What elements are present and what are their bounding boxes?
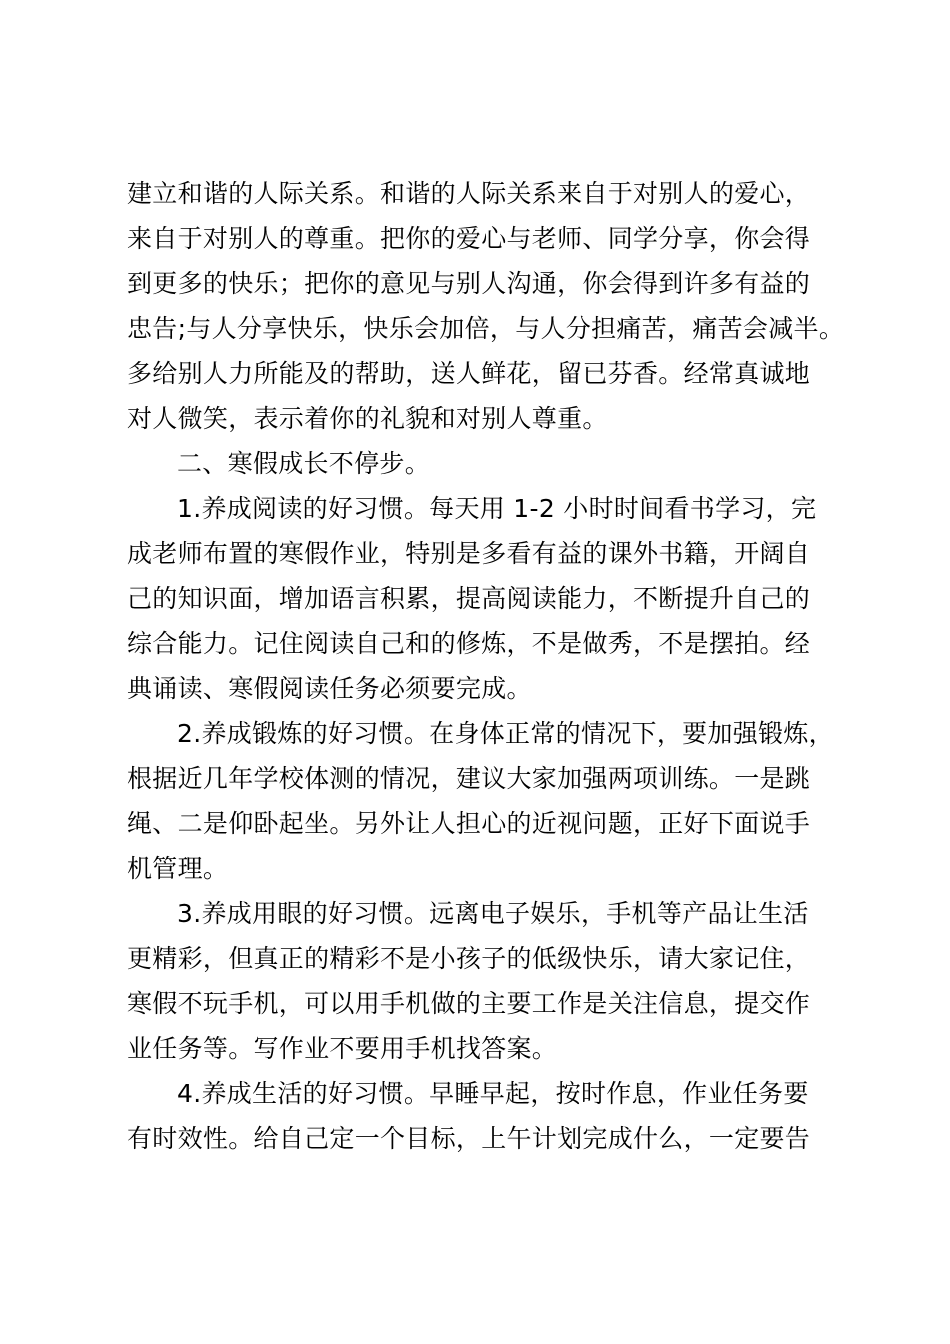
paragraph-start: 3.养成用眼的好习惯。远离电子娱乐，手机等产品让生活: [177, 899, 809, 928]
paragraph-start: 1.养成阅读的好习惯。每天用 1-2 小时时间看书学习，完: [177, 494, 817, 523]
text-line: 建立和谐的人际关系。和谐的人际关系来自于对别人的爱心，: [127, 179, 811, 208]
text-line: 到更多的快乐；把你的意见与别人沟通，你会得到许多有益的: [127, 269, 811, 298]
text-line: 典诵读、寒假阅读任务必须要完成。: [127, 674, 532, 703]
text-line: 绳、二是仰卧起坐。另外让人担心的近视问题，正好下面说手: [127, 809, 811, 838]
text-line: 机管理。: [127, 854, 229, 883]
text-line: 寒假不玩手机，可以用手机做的主要工作是关注信息，提交作: [127, 989, 811, 1018]
text-line: 来自于对别人的尊重。把你的爱心与老师、同学分享，你会得: [127, 224, 811, 253]
text-line: 成老师布置的寒假作业，特别是多看有益的课外书籍，开阔自: [127, 539, 811, 568]
section-heading: 二、寒假成长不停步。: [177, 449, 431, 478]
paragraph-start: 4.养成生活的好习惯。早睡早起，按时作息，作业任务要: [177, 1079, 809, 1108]
body-text: [127, 171, 847, 1161]
text-line: 更精彩，但真正的精彩不是小孩子的低级快乐，请大家记住，: [127, 944, 811, 973]
text-line: 综合能力。记住阅读自己和的修炼，不是做秀，不是摆拍。经: [127, 629, 811, 658]
text-line: 多给别人力所能及的帮助，送人鲜花，留已芬香。经常真诚地: [127, 359, 811, 388]
paragraph-start: 2.养成锻炼的好习惯。在身体正常的情况下，要加强锻炼，: [177, 719, 834, 748]
text-line: 对人微笑，表示着你的礼貌和对别人尊重。: [127, 404, 608, 433]
text-line: 业任务等。写作业不要用手机找答案。: [127, 1034, 558, 1063]
text-line: 根据近几年学校体测的情况，建议大家加强两项训练。一是跳: [127, 764, 811, 793]
text-line: 忠告;与人分享快乐，快乐会加倍，与人分担痛苦，痛苦会减半。: [127, 314, 845, 343]
text-line: 有时效性。给自己定一个目标，上午计划完成什么，一定要告: [127, 1124, 811, 1153]
text-line: 己的知识面，增加语言积累，提高阅读能力，不断提升自己的: [127, 584, 811, 613]
